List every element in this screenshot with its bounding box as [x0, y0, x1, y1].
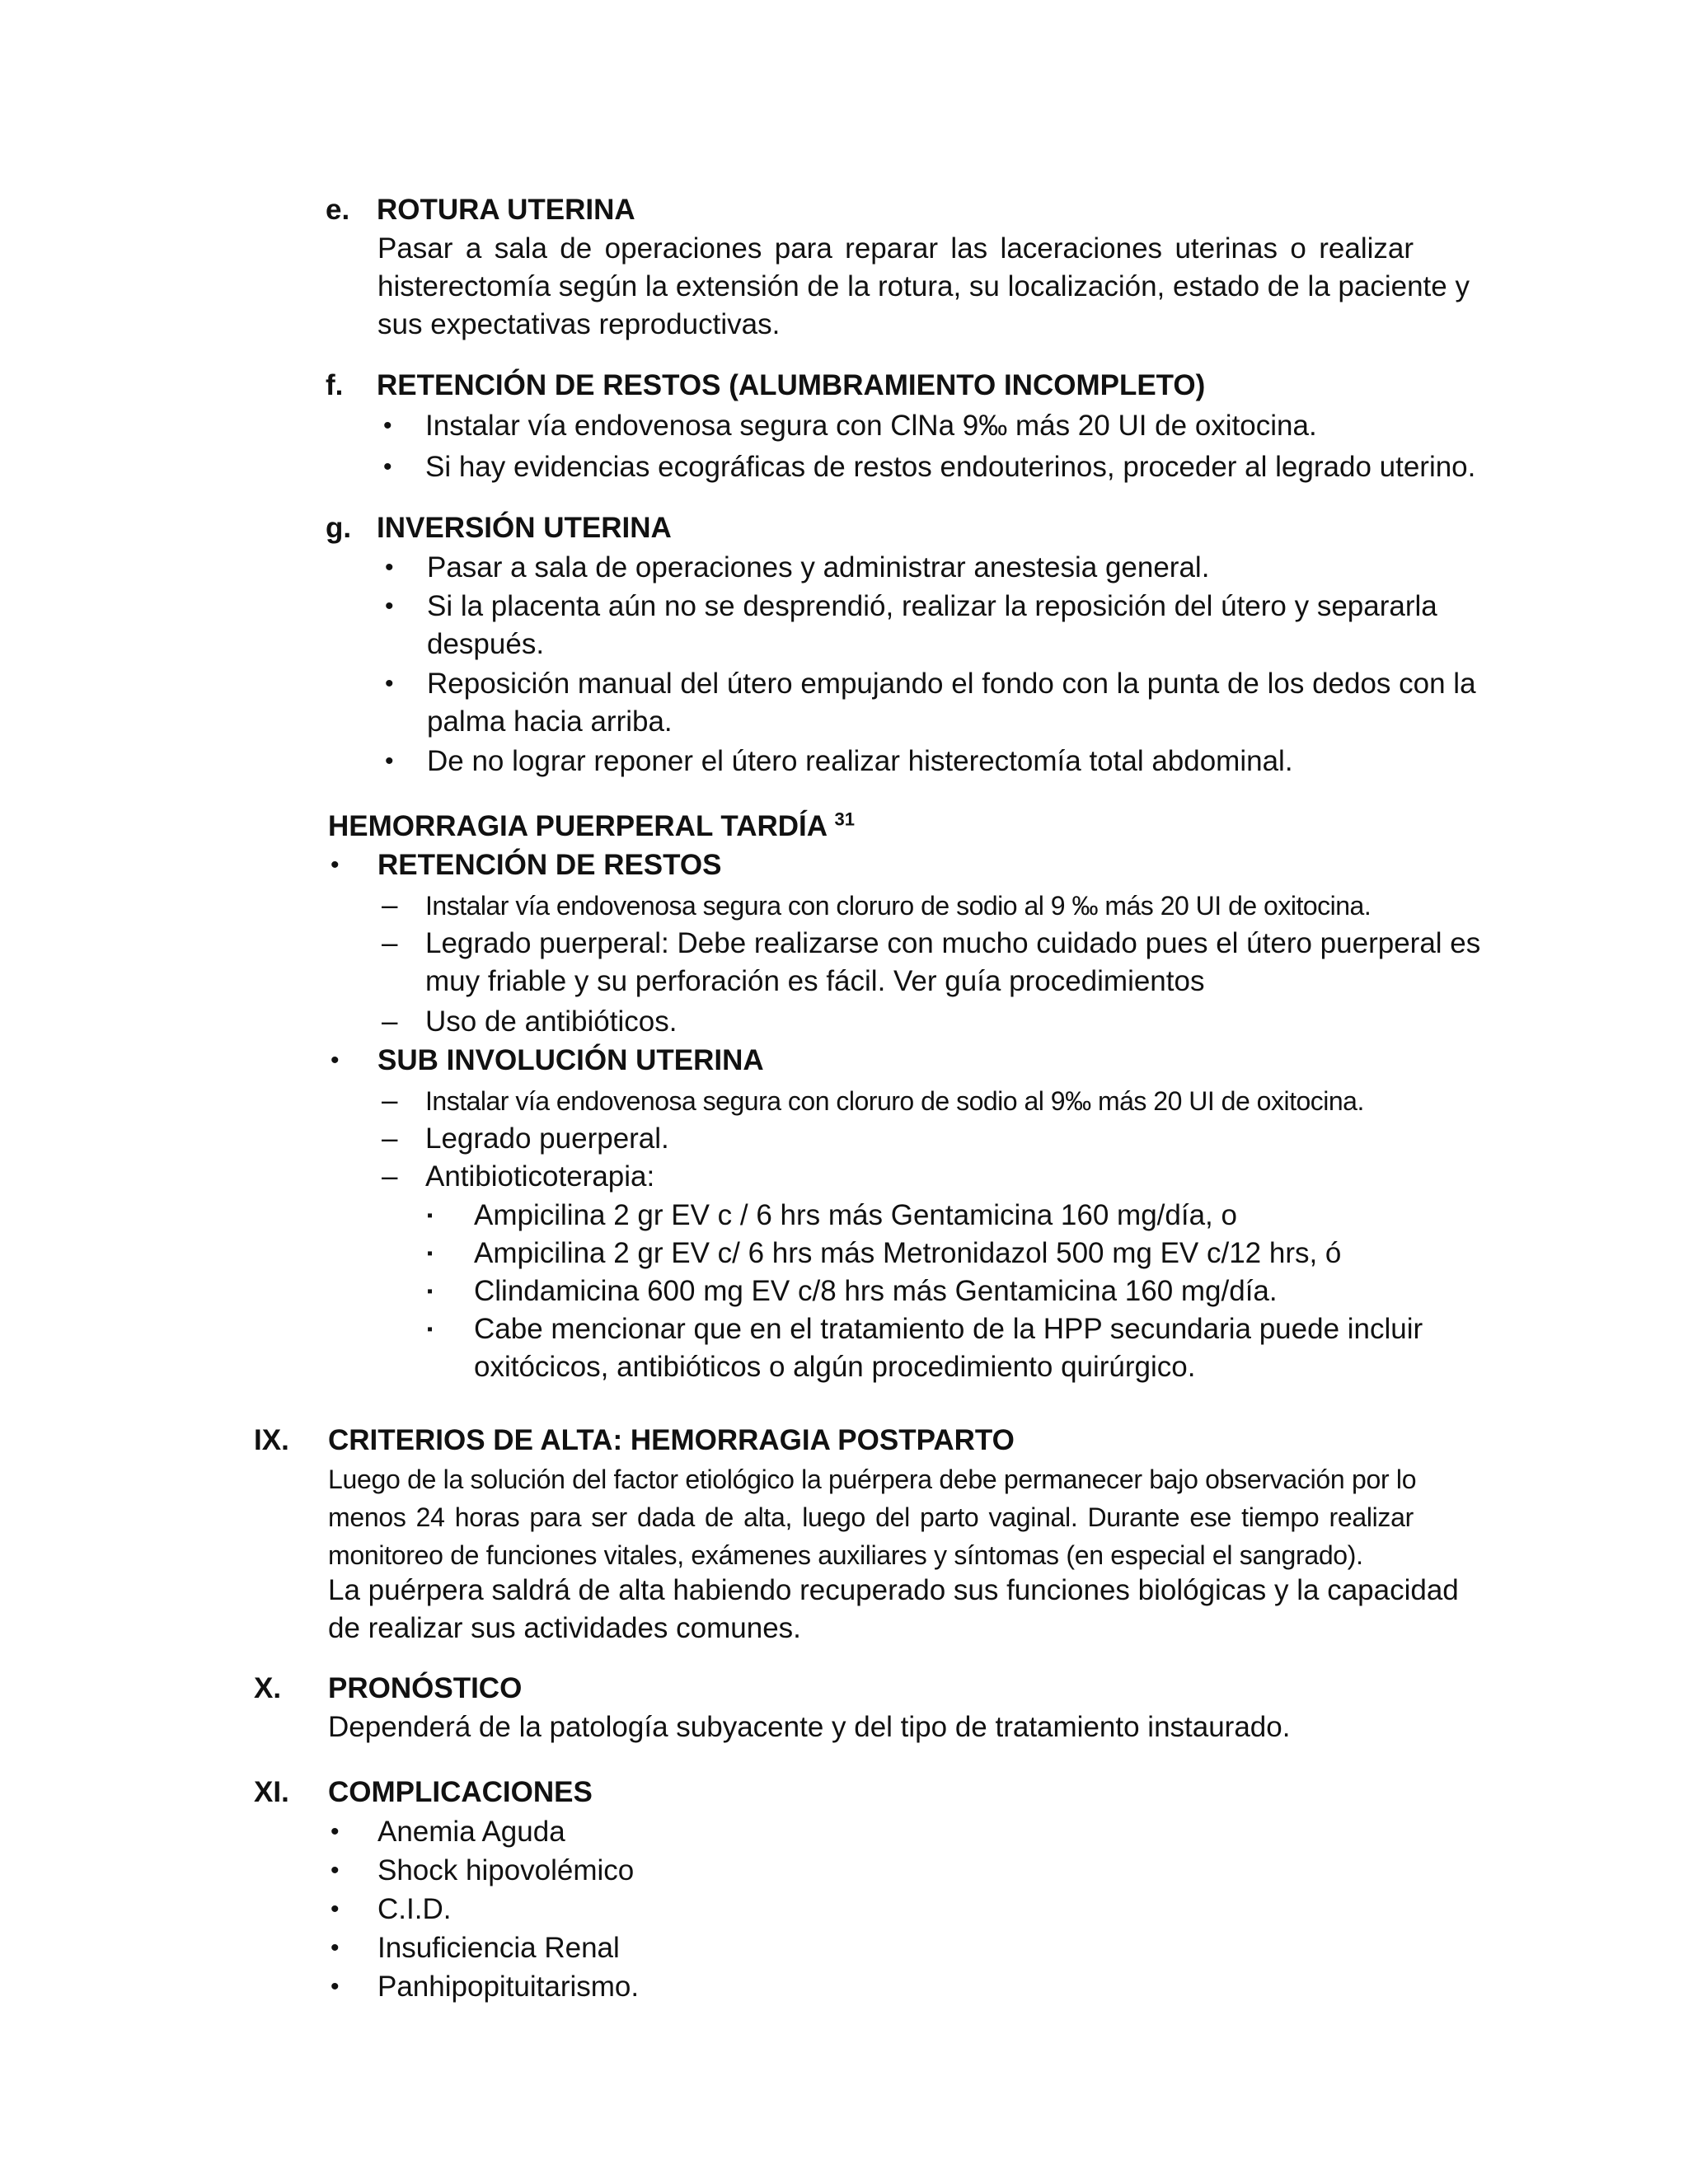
list-item [425, 925, 1481, 1001]
section-f-label: f. [326, 369, 344, 401]
section-g-heading [326, 509, 672, 547]
text-line: menos 24 horas para ser dada de alta, luego del parto vaginal. Durante ese tiempo realizar [328, 1502, 1414, 1532]
text-line: Si la placenta aún no se desprendió, realizar la reposición del útero y separarla [427, 590, 1437, 622]
square-bullet-icon: ▪ [427, 1207, 434, 1225]
square-bullet-icon: ▪ [427, 1320, 434, 1338]
complication-item: Insuficiencia Renal [377, 1932, 620, 1964]
list-item: Uso de antibióticos. [425, 1005, 678, 1038]
dash-icon: – [382, 1122, 398, 1155]
section-ix-heading [254, 1422, 1015, 1460]
text-line: Luego de la solución del factor etiológico la puérpera debe permanecer bajo observación por lo [328, 1465, 1417, 1494]
list-item: Si hay evidencias ecográficas de restos endouterinos, proceder al legrado uterino. [425, 451, 1476, 483]
dash-icon: – [382, 889, 398, 921]
bullet-icon: • [385, 748, 394, 775]
bullet-icon: • [331, 1934, 340, 1961]
section-x-heading [254, 1670, 522, 1708]
text-line: muy friable y su perforación es fácil. Ver guía procedimientos [425, 965, 1205, 997]
late-hemorrhage-title: HEMORRAGIA PUERPERAL TARDÍA [328, 810, 827, 842]
text-line: La puérpera saldrá de alta habiendo recuperado sus funciones biológicas y la capacidad [328, 1574, 1459, 1606]
section-xi-heading [254, 1774, 593, 1811]
list-item: Instalar vía endovenosa segura con cloruro de sodio al 9‰ más 20 UI de oxitocina. [425, 1086, 1364, 1116]
antibiotic-item: Ampicilina 2 gr EV c / 6 hrs más Gentamicina 160 mg/día, o [474, 1199, 1237, 1231]
reference-number: 31 [834, 808, 855, 830]
section-x-title: PRONÓSTICO [328, 1672, 523, 1704]
text-line: monitoreo de funciones vitales, exámenes auxiliares y síntomas (en especial el sangrado). [328, 1540, 1363, 1570]
dash-icon: – [382, 927, 398, 959]
text-line: Pasar a sala de operaciones para reparar las laceraciones uterinas o realizar [377, 232, 1414, 265]
list-item [427, 665, 1476, 741]
bullet-icon: • [385, 593, 394, 620]
list-item: De no lograr reponer el útero realizar histerectomía total abdominal. [427, 745, 1293, 777]
section-e-heading [326, 191, 635, 229]
section-ix-title: CRITERIOS DE ALTA: HEMORRAGIA POSTPARTO [328, 1424, 1015, 1456]
antibiotic-item: Clindamicina 600 mg EV c/8 hrs más Gentamicina 160 mg/día. [474, 1275, 1278, 1307]
text-line: sus expectativas reproductivas. [377, 308, 781, 340]
text-line: de realizar sus actividades comunes. [328, 1612, 801, 1644]
antibiotic-item [474, 1310, 1423, 1386]
complication-item: Anemia Aguda [377, 1816, 565, 1848]
text-line: oxitócicos, antibióticos o algún procedimiento quirúrgico. [474, 1351, 1196, 1383]
retained-tissue-title: RETENCIÓN DE RESTOS [377, 849, 722, 881]
complication-item: Shock hipovolémico [377, 1854, 635, 1886]
section-ix-paragraph-2 [328, 1572, 1459, 1647]
section-g-label: g. [326, 512, 352, 544]
section-ix-paragraph-1 [328, 1460, 1417, 1574]
section-f-title: RETENCIÓN DE RESTOS (ALUMBRAMIENTO INCOMPLETO) [377, 369, 1206, 401]
list-item: Pasar a sala de operaciones y administrar anestesia general. [427, 551, 1210, 583]
square-bullet-icon: ▪ [427, 1244, 434, 1263]
bullet-icon: • [385, 554, 394, 581]
dash-icon: – [382, 1085, 398, 1117]
section-ix-label: IX. [254, 1424, 289, 1456]
bullet-icon: • [331, 1047, 340, 1074]
dash-icon: – [382, 1005, 398, 1038]
section-xi-label: XI. [254, 1776, 289, 1808]
section-e-title: ROTURA UTERINA [377, 194, 635, 226]
bullet-icon: • [383, 412, 392, 439]
bullet-icon: • [331, 1818, 340, 1845]
section-f-heading [326, 367, 1205, 405]
list-item: Antibioticoterapia: [425, 1160, 655, 1193]
text-line: Reposición manual del útero empujando el fondo con la punta de los dedos con la [427, 668, 1476, 700]
dash-icon: – [382, 1160, 398, 1193]
text-line: histerectomía según la extensión de la rotura, su localización, estado de la paciente y [377, 270, 1470, 302]
late-hemorrhage-heading [328, 808, 855, 846]
text-line: después. [427, 628, 545, 660]
section-x-label: X. [254, 1672, 282, 1704]
text-line: Legrado puerperal: Debe realizarse con mucho cuidado pues el útero puerperal es [425, 927, 1481, 959]
section-g-title: INVERSIÓN UTERINA [377, 512, 672, 544]
square-bullet-icon: ▪ [427, 1282, 434, 1301]
list-item: Instalar vía endovenosa segura con cloruro de sodio al 9 ‰ más 20 UI de oxitocina. [425, 891, 1372, 921]
list-item: Legrado puerperal. [425, 1122, 669, 1155]
complication-item: C.I.D. [377, 1893, 452, 1925]
text-line: Cabe mencionar que en el tratamiento de la HPP secundaria puede incluir [474, 1313, 1423, 1345]
antibiotic-item: Ampicilina 2 gr EV c/ 6 hrs más Metronidazol 500 mg EV c/12 hrs, ó [474, 1237, 1342, 1269]
section-x-text: Dependerá de la patología subyacente y del tipo de tratamiento instaurado. [328, 1711, 1291, 1743]
section-xi-title: COMPLICACIONES [328, 1776, 593, 1808]
bullet-icon: • [331, 1896, 340, 1923]
bullet-icon: • [331, 1973, 340, 2000]
list-item: Instalar vía endovenosa segura con ClNa 9‰ más 20 UI de oxitocina. [425, 410, 1317, 442]
bullet-icon: • [383, 453, 392, 480]
text-line: palma hacia arriba. [427, 705, 673, 738]
bullet-icon: • [385, 670, 394, 697]
bullet-icon: • [331, 851, 340, 879]
section-e-label: e. [326, 194, 350, 226]
list-item [427, 588, 1437, 663]
subinvolution-title: SUB INVOLUCIÓN UTERINA [377, 1044, 764, 1076]
complication-item: Panhipopituitarismo. [377, 1971, 640, 2003]
section-e-paragraph [377, 230, 1470, 344]
bullet-icon: • [331, 1857, 340, 1884]
